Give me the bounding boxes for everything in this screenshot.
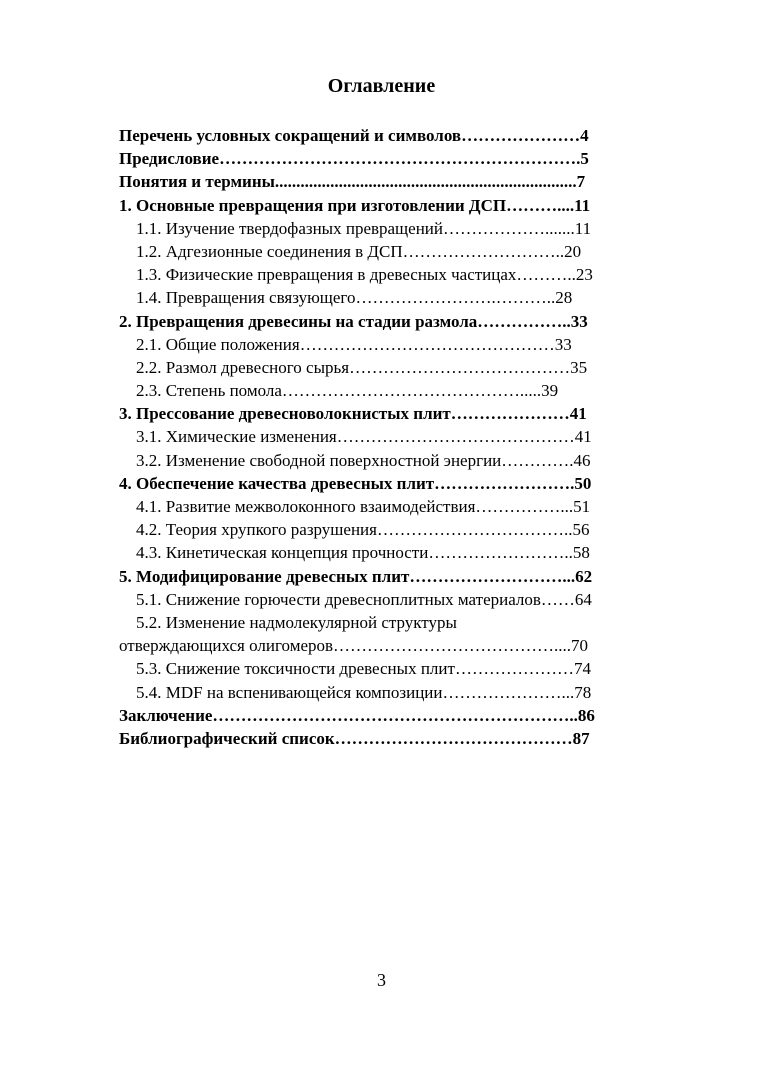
toc-entry-leader: ………………… <box>450 404 570 424</box>
toc-entry-title: 2.1. Общие положения <box>136 334 300 354</box>
toc-entry-leader: ………………....... <box>443 218 575 238</box>
toc-entry-page: 70 <box>571 636 589 656</box>
toc-entry-title: 5. Модифицирование древесных плит <box>119 566 410 586</box>
toc-entry <box>119 333 686 356</box>
toc-entry-page: 58 <box>572 543 590 563</box>
toc-entry <box>119 356 686 379</box>
toc-entry-leader: ……………………….. <box>402 241 565 261</box>
page-title: Оглавление <box>327 75 436 97</box>
toc-entry-page: 39 <box>541 381 559 401</box>
toc-entry <box>119 588 686 611</box>
toc-entry-leader: …………………………………… <box>336 427 575 447</box>
toc-entry <box>119 194 686 217</box>
toc-entry-page: 64 <box>574 589 592 609</box>
page-number: 3 <box>377 970 386 990</box>
toc-entry-page: 5 <box>580 149 589 169</box>
toc-entry-page: 35 <box>570 357 588 377</box>
toc-entry-leader: …………….. <box>477 311 571 331</box>
toc-entry-leader: …… <box>540 589 575 609</box>
toc-entry-page: 7 <box>576 172 586 192</box>
toc-entry-page: 74 <box>573 659 591 679</box>
toc-entry-page: 23 <box>575 265 593 285</box>
toc-entry-title: 1.2. Адгезионные соединения в ДСП <box>136 241 403 261</box>
toc-entry-page: 56 <box>572 520 590 540</box>
toc-entry-page: 46 <box>573 450 591 470</box>
toc-entry <box>119 611 686 634</box>
table-of-contents <box>119 124 686 750</box>
toc-entry <box>119 240 686 263</box>
toc-entry-title: 2. Превращения древесины на стадии размола <box>119 311 478 331</box>
toc-entry-leader: ....................................................................... <box>274 172 577 192</box>
toc-entry-leader: …………………………………… <box>334 728 573 748</box>
toc-entry <box>119 541 686 564</box>
toc-entry-page: 28 <box>555 288 573 308</box>
toc-entry-page: 4 <box>580 126 589 145</box>
toc-entry-page: 87 <box>572 728 590 748</box>
toc-entry-title: 1.1. Изучение твердофазных превращений <box>136 218 443 238</box>
toc-entry-leader: …………………... <box>442 682 575 702</box>
toc-entry <box>119 170 686 193</box>
toc-entry-page: 41 <box>574 427 592 447</box>
toc-entry-leader: ……………………………………..... <box>281 381 542 401</box>
toc-entry <box>119 634 686 657</box>
toc-entry <box>119 704 686 727</box>
toc-entry-title: 3. Прессование древесноволокнистых плит <box>119 404 451 424</box>
toc-entry <box>119 657 686 680</box>
toc-entry-title: 5.1. Снижение горючести древесноплитных материалов <box>136 589 541 609</box>
toc-entry-leader: ………………… <box>461 126 581 145</box>
toc-entry-leader: ………………………………….... <box>333 636 572 656</box>
toc-entry <box>119 402 686 425</box>
toc-entry <box>119 425 686 448</box>
toc-entry <box>119 286 686 309</box>
toc-entry-leader: ……………………. <box>434 473 575 493</box>
toc-entry-title: Перечень условных сокращений и символов <box>119 126 462 145</box>
toc-entry-page: 51 <box>573 497 591 516</box>
toc-entry-title: 1.3. Физические превращения в древесных частицах <box>136 265 517 285</box>
toc-entry-leader: ………………… <box>454 659 574 679</box>
toc-entry-leader: …………………….. <box>428 543 573 563</box>
toc-entry-leader: …………………………….. <box>376 520 573 540</box>
toc-entry <box>119 472 686 495</box>
toc-entry-leader: ……………………………………………………….. <box>212 705 578 725</box>
toc-entry-page: 20 <box>564 241 582 261</box>
toc-entry-page: 33 <box>570 311 588 331</box>
toc-entry <box>119 310 686 333</box>
toc-entry <box>119 147 686 170</box>
toc-entry-title: 3.2. Изменение свободной поверхностной энергии <box>136 450 502 470</box>
toc-entry <box>119 263 686 286</box>
toc-entry-title: Предисловие <box>119 149 220 169</box>
toc-entry-page: 50 <box>574 473 592 493</box>
toc-entry-page: 41 <box>569 404 587 424</box>
toc-entry <box>119 449 686 472</box>
toc-entry-title: 4.1. Развитие межволоконного взаимодействия <box>136 497 476 516</box>
toc-entry-page: 86 <box>577 705 595 725</box>
toc-entry-leader: ……………………………………… <box>299 334 555 354</box>
toc-entry <box>119 495 686 518</box>
toc-entry-leader: ……………... <box>475 497 574 516</box>
toc-entry <box>119 681 686 704</box>
toc-entry-page: 33 <box>554 334 572 354</box>
toc-entry-leader: …………………….……….. <box>355 288 556 308</box>
toc-entry-title: 5.2. Изменение надмолекулярной структуры <box>136 612 457 632</box>
toc-entry-title: 5.4. MDF на вспенивающейся композиции <box>136 682 443 702</box>
toc-entry-title: 4.3. Кинетическая концепция прочности <box>136 543 429 563</box>
toc-entry <box>119 124 686 147</box>
toc-entry-leader: ………………………………… <box>349 357 571 377</box>
toc-entry-title: 4. Обеспечение качества древесных плит <box>119 473 435 493</box>
toc-entry-leader: …………. <box>501 450 574 470</box>
toc-entry-title: Понятия и термины <box>119 172 275 192</box>
toc-entry-leader: ……….... <box>506 195 575 215</box>
toc-entry-title: 4.2. Теория хрупкого разрушения <box>136 520 377 540</box>
toc-entry-title: 1.4. Превращения связующего <box>136 288 356 308</box>
toc-entry <box>119 727 686 750</box>
toc-entry-title: 5.3. Снижение токсичности древесных плит <box>136 659 455 679</box>
toc-entry <box>119 379 686 402</box>
toc-entry-page: 62 <box>575 566 593 586</box>
toc-entry-title: 1. Основные превращения при изготовлении ДСП <box>119 195 507 215</box>
toc-entry-title: отверждающихся олигомеров <box>119 636 334 656</box>
toc-entry-page: 11 <box>574 218 592 238</box>
toc-entry-title: Библиографический список <box>119 728 335 748</box>
toc-entry <box>119 565 686 588</box>
toc-entry-leader: ……….. <box>516 265 576 285</box>
toc-entry-leader: ………………………... <box>409 566 576 586</box>
toc-entry-leader: ………………………………………………………. <box>219 149 581 169</box>
toc-entry-title: 2.2. Размол древесного сырья <box>136 357 350 377</box>
toc-entry-title: 2.3. Степень помола <box>136 381 282 401</box>
toc-entry <box>119 217 686 240</box>
toc-entry-title: 3.1. Химические изменения <box>136 427 337 447</box>
toc-entry-title: Заключение <box>119 705 213 725</box>
toc-entry-page: 11 <box>574 195 591 215</box>
toc-entry-page: 78 <box>574 682 592 702</box>
toc-entry <box>119 518 686 541</box>
